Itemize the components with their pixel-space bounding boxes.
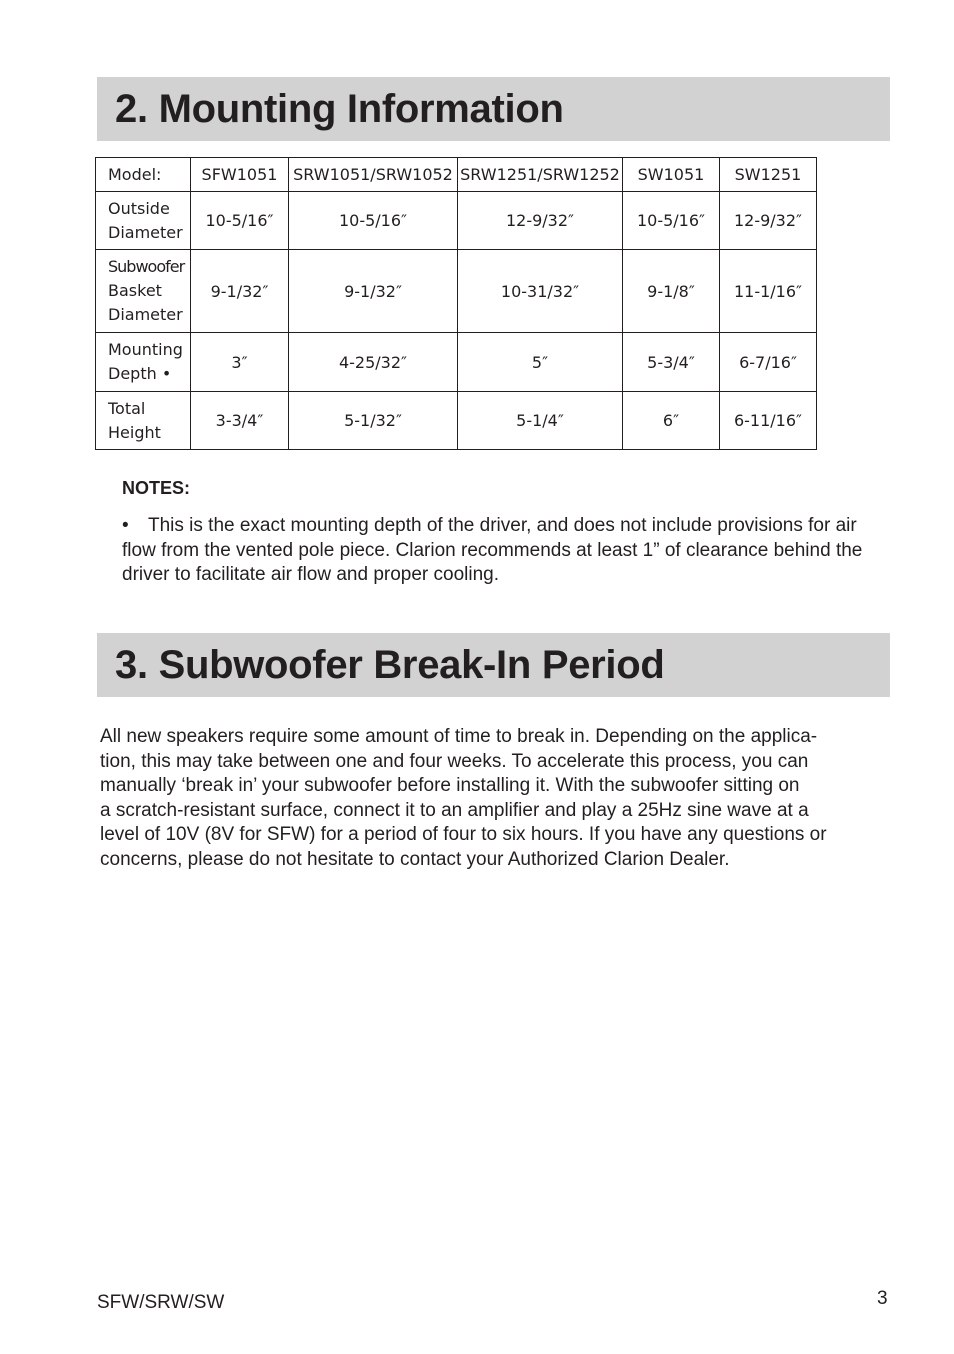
table-cell: 4-25/32″ (289, 333, 458, 392)
table-header-cell: SW1251 (720, 158, 817, 192)
bullet-icon: • (122, 515, 129, 536)
table-header-row (96, 158, 817, 192)
notes-title: NOTES: (122, 478, 191, 498)
table-cell: 9-1/32″ (289, 250, 458, 333)
table-row (96, 392, 817, 450)
table-cell: 9-1/8″ (623, 250, 720, 333)
paragraph-line: All new speakers require some amount of time to break in. Depending on the applica- (100, 726, 818, 747)
table-cell: 5-1/4″ (458, 392, 623, 450)
row-label-line: Basket (108, 281, 162, 300)
note-item (122, 514, 882, 588)
breakin-paragraph (100, 725, 890, 872)
table-cell: 12-9/32″ (720, 192, 817, 250)
table-cell: 10-5/16″ (289, 192, 458, 250)
table-cell: 10-5/16″ (623, 192, 720, 250)
table-cell: 11-1/16″ (720, 250, 817, 333)
section-title-breakin: 3. Subwoofer Break-In Period (115, 642, 665, 687)
table-cell: 3-3/4″ (191, 392, 289, 450)
row-label-line: Outside (108, 198, 170, 218)
table-cell: 6-11/16″ (720, 392, 817, 450)
row-label (96, 250, 191, 333)
table-row (96, 192, 817, 250)
section-title-mounting: 2. Mounting Information (115, 86, 564, 131)
paragraph-line: concerns, please do not hesitate to contact your Authorized Clarion Dealer. (100, 848, 730, 870)
table-cell: 5-3/4″ (623, 333, 720, 392)
table-header-cell: SRW1051/SRW1052 (289, 158, 458, 192)
paragraph-line: level of 10V (8V for SFW) for a period of four to six hours. If you have any questions or (100, 824, 827, 845)
row-label-line: Diameter (108, 222, 183, 242)
footer-model: SFW/SRW/SW (97, 1292, 225, 1313)
row-label-line: Diameter (108, 305, 183, 324)
section-header-mounting (97, 77, 890, 141)
paragraph-line: tion, this may take between one and four weeks. To accelerate this process, you can (100, 750, 809, 772)
row-label-line: Subwoofer (108, 257, 185, 276)
table-cell: 10-5/16″ (191, 192, 289, 250)
table-cell: 9-1/32″ (191, 250, 289, 333)
table-header-label: Model: (96, 158, 191, 192)
table-cell: 6″ (623, 392, 720, 450)
row-label-line: Depth • (108, 364, 172, 383)
row-label-line: Mounting (108, 340, 183, 359)
paragraph-line: manually ‘break in’ your subwoofer before installing it. With the subwoofer sitting on (100, 775, 800, 796)
table-cell: 5″ (458, 333, 623, 392)
table-cell: 6-7/16″ (720, 333, 817, 392)
row-label-line: Height (108, 422, 161, 442)
mounting-spec-table (95, 157, 817, 450)
section-header-breakin (97, 633, 890, 697)
table-cell: 12-9/32″ (458, 192, 623, 250)
paragraph-line: a scratch-resistant surface, connect it to an amplifier and play a 25Hz sine wave at a (100, 799, 809, 821)
note-text: This is the exact mounting depth of the driver, and does not include provisions for air flow from the vented pole piece. Clarion recommends at least 1” of clearance behind the driver to facilitate air flow and proper cooling. (122, 515, 863, 585)
row-label-line: Total (108, 398, 146, 418)
table-header-cell: SW1051 (623, 158, 720, 192)
table-cell: 10-31/32″ (458, 250, 623, 333)
table-cell: 3″ (191, 333, 289, 392)
row-label (96, 392, 191, 450)
table-row (96, 333, 817, 392)
table-cell: 5-1/32″ (289, 392, 458, 450)
table-row (96, 250, 817, 333)
table-header-cell: SFW1051 (191, 158, 289, 192)
row-label (96, 333, 191, 392)
page-number: 3 (877, 1288, 888, 1309)
row-label (96, 192, 191, 250)
table-header-cell: SRW1251/SRW1252 (458, 158, 623, 192)
